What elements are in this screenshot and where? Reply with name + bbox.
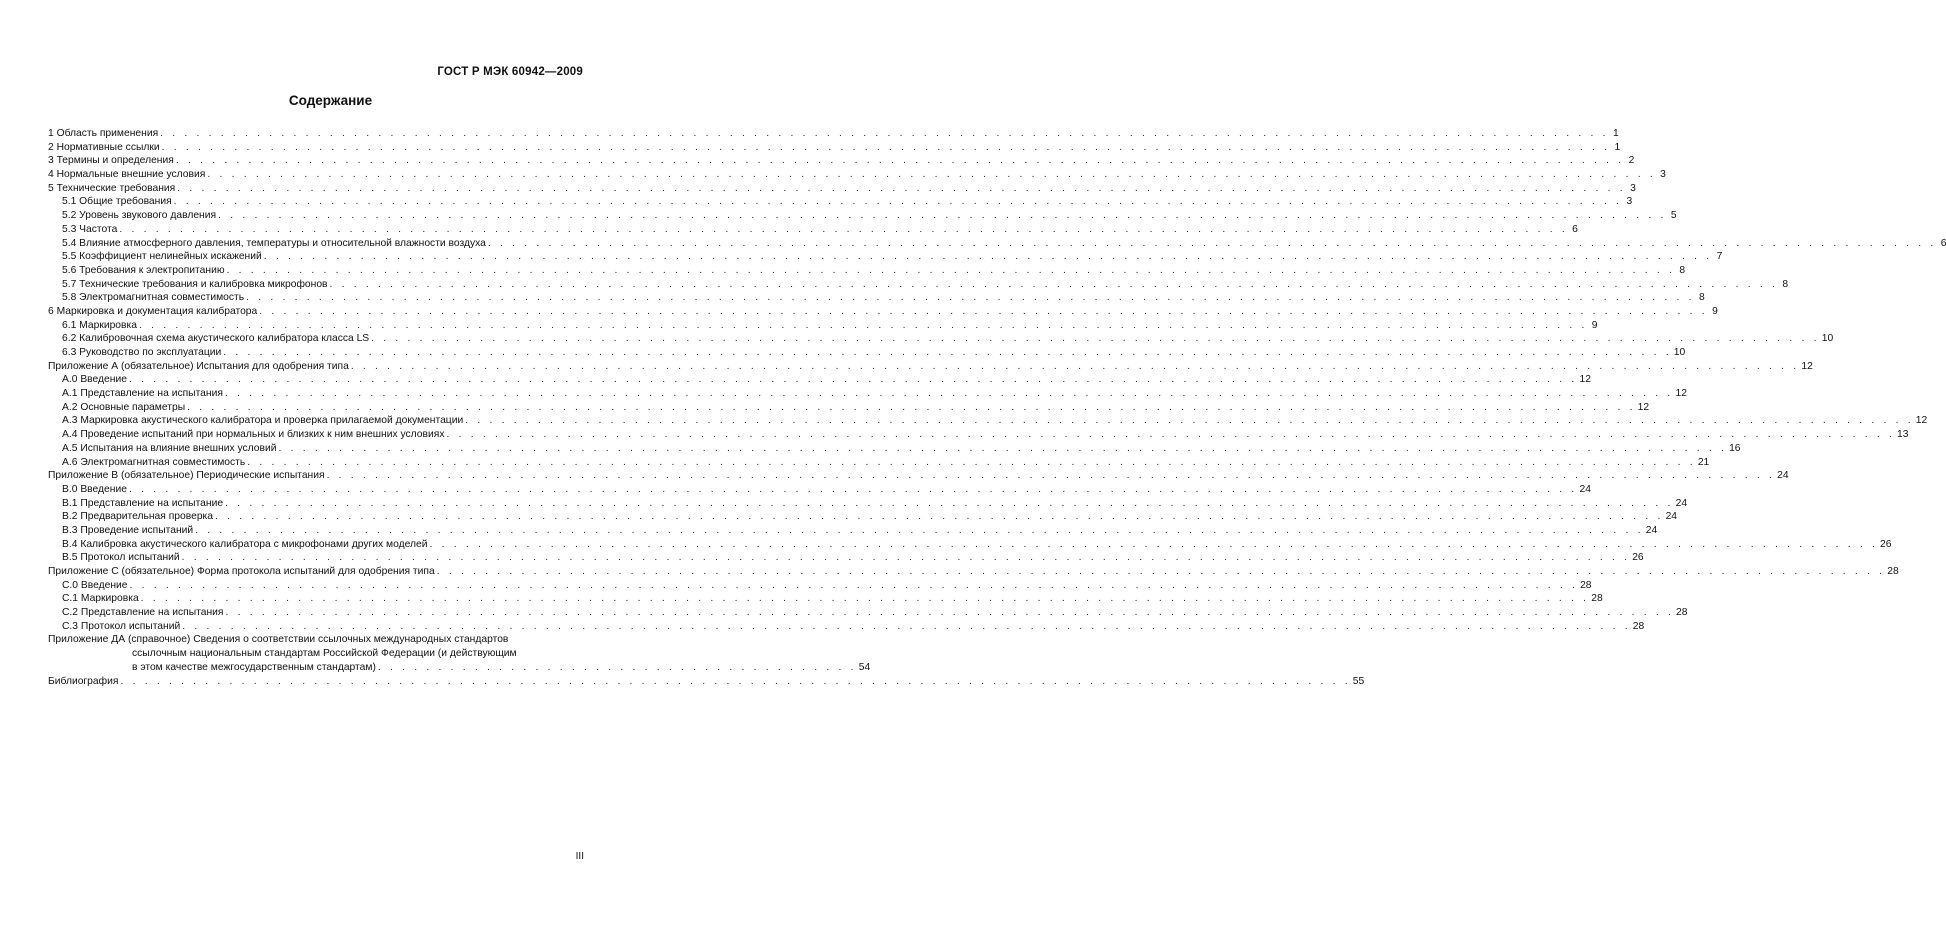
dot-leader: . . . . . . . . . . . . . . . . . . . . . . . . . . . . . . . . . . . . . . . . . . . . . . . . . . . . . . . . . . . . . . . . . . . . . . . . . . . . . . . . . . . . . . . . . . . . . . . . . . . . . . . . . . . . . . . . . . . . . . . . [350,360,1800,372]
toc-entry-text: Приложение А (обязательное) Испытания для одобрения типа [48,360,349,372]
toc-entry-text: С.0 Введение [62,579,128,591]
toc-entry[interactable] [48,620,1645,634]
toc-entry-appendix-da[interactable] [48,633,871,674]
dot-leader: . . . . . . . . . . . . . . . . . . . . . . . . . . . . . . . . . . . . . . . . . . . . . . . . . . . . . . . . . . . . . . . . . . . . . . . . . . . . . . . . . . . . . . . . . . . . . . . . . . . . . . . . . . . . . . . . . . . . . . . . [487,237,1937,249]
toc-entry[interactable] [48,305,1718,319]
toc-entry[interactable] [48,551,1644,565]
toc-entry-text: 6 Маркировка и документация калибратора [48,305,258,317]
toc-entry-page: 3 [1660,169,1666,181]
toc-entry-text: А.3 Маркировка акустического калибратора и проверка прилагаемой документации [62,415,464,427]
toc-entry-page: 7 [1716,251,1723,263]
toc-entry-page: 12 [1579,374,1591,386]
dot-leader: . . . . . . . . . . . . . . . . . . . . . . . . . . . . . . . . . . . . . . . . . . . . . . . . . . . . . . . . . . . . . . . . . . . . . . . . . . . . . . . . . . . . . . . . . . . . . . . . . . . . . . . . . . . . . . . . . . . . . . . . [436,566,1886,577]
dot-leader: . . . . . . . . . . . . . . . . . . . . . . . . . . . . . . . . . . . . . . . . . . . . . . . . . . . . . . . . . . . . . . . . . . . . . . . . . . . . . . . . . . . . . . . . . . . . . . . . . . . . . . . . . . . . . . . . . . . . . . . . [465,415,1914,427]
toc-entry-text: А.2 Основные параметры [62,401,186,413]
dot-leader: . . . . . . . . . . . . . . . . . . . . . . . . . . . . . . . . . . . . . . . . . . . . . . . . . . . . . . . . . . . . . . . . . . . . . . . . . . . . . . . . . . . . . . . . . . . . . . . . . . . . . . . . . . . . . . . . . . . . . . . . [161,141,1611,153]
toc-entry[interactable] [48,387,1687,401]
toc-entry-text: В.4 Калибровка акустического калибратора с микрофонами других моделей [62,538,428,550]
toc-entry[interactable] [48,497,1688,511]
dot-leader: . . . . . . . . . . . . . . . . . . . . . . . . . . . . . . . . . . . . . . . . . . . . . . . . . . . . . . . . . . . . . . . . . . . . . . . . . . . . . . . . . . . . . . . . . . . . . . . . . . . . . . . . . . . . . . . . . . . . . . . . [225,497,1674,509]
toc-entry-page: 26 [1880,538,1892,550]
toc-entry[interactable] [48,373,1591,387]
toc-entry-page: 6 [1572,223,1578,235]
toc-entry-page: 3 [1630,182,1636,194]
dot-leader: . . . . . . . . . . . . . . . . . . . . . . . . . . . . . . . . . . . . . . . . . . . . . . . . . . . . . . . . . . . . . . . . . . . . . . . . . . . . . . . . . . . . . . . . . . . . . . . . . . . . . . . . . . . . . . . . . . . . . . . . [173,196,1623,208]
toc-entry[interactable] [48,524,1658,538]
toc-entry-text: А.1 Представление на испытания [62,388,223,400]
dot-leader: . . . . . . . . . . . . . . . . . . . . . . . . . . . . . . . . . . . . . . . . . . . . . . . . . . . . . . . . . . . . . . . . . . . . . . . . . . . . . . . . . . . . . . . . . . . . . . . . . . . . . . . . . . . . . . . . . . . . . . . . [195,524,1644,536]
toc-entry-page: 16 [1729,442,1741,454]
dot-leader: . . . . . . . . . . . . . . . . . . . . . . . . . . . . . . . . . . . . . . . . . . . . . . . . . . . . . . . . . . . . . . . . . . . . . . . . . . . . . . . . . . . . . . . . . . . . . . . . . . . . . . . . . . . . . . . . . . . . . . . . [247,456,1696,468]
toc-entry-text: В.1 Представление на испытание [62,497,224,509]
toc-entry-text: 3 Термины и определения [48,155,174,167]
toc-entry-page: 9 [1712,305,1718,317]
toc-entry-text: Приложение ДА (справочное) Сведения о соответствии ссылочных международных стандартов [48,634,509,646]
toc-entry[interactable] [48,168,1666,182]
toc-entry-page: 1 [1614,141,1621,153]
toc-entry[interactable] [48,510,1678,524]
toc-entry-text: Приложение В (обязательное) Периодические испытания [48,470,325,482]
toc-entry-page: 6 [1940,237,1946,249]
toc-entry-page: 28 [1580,579,1592,591]
toc-entry[interactable] [48,565,1899,579]
toc-entry-page: 24 [1665,511,1678,523]
toc-entry-page: 8 [1679,264,1686,276]
toc-entry-page: 28 [1887,566,1899,577]
toc-entry-text: С.1 Маркировка [62,593,139,605]
toc-entry-text: Библиография [48,675,119,687]
toc-entry-text: А.6 Электромагнитная совместимость [62,456,246,468]
dot-leader: . . . . . . . . . . . . . . . . . . . . . . . . . . . . . . . . . . . . . . . . . . . . . . . . . . . . . . . . . . . . . . . . . . . . . . . . . . . . . . . . . . . . . . . . . . . . . . . . . . . . . . . . . . . . . . . . . . . . . . . . [128,374,1578,386]
toc-entry-text: В.0 Введение [62,483,127,495]
toc-entry-text: 2 Нормативные ссылки [48,141,160,153]
toc-entry-text: 5.8 Электромагнитная совместимость [62,292,245,304]
dot-leader: . . . . . . . . . . . . . . . . . . . . . . . . . . . . . . . . . . . . . . . . . . . . . . . . . . . . . . . . . . . . . . . . . . . . . . . . . . . . . . . . . . . . . . . . . . . . . . . . . . . . . . [120,675,1351,687]
toc-entry[interactable] [48,209,1677,223]
toc-entry-page: 10 [1673,347,1686,358]
toc-entry-text: в этом качестве межгосударственным стандартам) [132,661,376,673]
document-standard-header: ГОСТ Р МЭК 60942—2009 [437,66,583,78]
toc-entry[interactable] [48,319,1598,333]
toc-entry[interactable] [48,278,1789,292]
toc-entry-page: 24 [1675,497,1688,509]
toc-entry-page: 8 [1782,278,1789,290]
dot-leader: . . . . . . . . . . . . . . . . . . . . . . . . . . . . . . . . . . . . . . . . . . . . . . . . . . . . . . . . . . . . . . . . . . . . . . . . . . . . . . . . . . . . . . . . . . . . . . . . . . . . . . . . . . . . . . . . . . . . . . . . [160,128,1609,139]
toc-entry[interactable] [48,291,1705,305]
toc-entry-text: 6.3 Руководство по эксплуатации [62,347,222,358]
toc-entries [48,127,1946,633]
dot-leader: . . . . . . . . . . . . . . . . . . . . . . . . . . . . . . . . . . . . . . . . . . . . . . . . . . . . . . . . . . . . . . . . . . . . . . . . . . . . . . . . . . . . . . . . . . . . . . . . . . . . . . . . . . . . . . . . . . . . . . . . [218,210,1667,222]
toc-entry-page: 12 [1915,415,1928,427]
toc-entry[interactable] [48,606,1688,620]
toc-entry[interactable] [48,141,1621,155]
toc-entry-text: А.4 Проведение испытаний при нормальных и близких к ним внешних условиях [62,429,445,441]
toc-entry-page: 24 [1645,524,1658,536]
toc-entry-page: 55 [1352,675,1365,687]
toc-entry-text: 1 Область применения [48,128,159,139]
toc-entry[interactable] [48,483,1591,497]
toc-entry[interactable] [48,154,1635,168]
toc-entry[interactable] [48,592,1603,606]
toc-entry[interactable] [48,223,1578,237]
toc-entry-text: 5.2 Уровень звукового давления [62,210,217,222]
toc-entry-page: 28 [1676,607,1688,619]
toc-entry-page: 1 [1612,128,1619,139]
toc-entry[interactable] [48,250,1723,264]
toc-entry[interactable] [48,401,1650,415]
dot-leader: . . . . . . . . . . . . . . . . . . . . . . . . . . . . . . . . . . . . . . . . . . . . . . . . . . . . . . . . . . . . . . . . . . . . . . . . . . . . . . . . . . . . . . . . . . . . . . . . . . . . . . . . . . . . . . . . . . . . . . . . [177,182,1626,194]
toc-entry[interactable] [48,237,1946,251]
dot-leader: . . . . . . . . . . . . . . . . . . . . . . . . . . . . . . . . . . . . . . . . . . . . . . . . . . . . . . . . . . . . . . . . . . . . . . . . . . . . . . . . . . . . . . . . . . . . . . . . . . . . . . . . . . . . . . . . . . . . . . . . [329,278,1779,290]
toc-entry[interactable] [48,127,1619,141]
dot-leader: . . . . . . . . . . . . . . . . . . . . . . . . . . . . . . . . . . . . . . . . . . . . . . . . . . . . . . . . . . . . . . . . . . . . . . . . . . . . . . . . . . . . . . . . . . . . . . . . . . . . . . . . . . . . . . . . . . . . . . . . [263,251,1713,263]
dot-leader: . . . . . . . . . . . . . . . . . . . . . . . . . . . . . . . . . . . . . . . . . . . . . . . . . . . . . . . . . . . . . . . . . . . . . . . . . . . . . . . . . . . . . . . . . . . . . . . . . . . . . . . . . . . . . . . . . . . . . . . . [128,483,1578,495]
toc-entry-text: А.5 Испытания на влияние внешних условий [62,442,277,454]
toc-entry-text: В.3 Проведение испытаний [62,524,194,536]
toc-entry[interactable] [48,414,1928,428]
dot-leader: . . . . . . . . . . . . . . . . . . . . . . . . . . . . . . . . . . . . . . . . . . . . . . . . . . . . . . . . . . . . . . . . . . . . . . . . . . . . . . . . . . . . . . . . . . . . . . . . . . . . . . . . . . . . . . . . . . . . . . . . [429,538,1879,550]
dot-leader: . . . . . . . . . . . . . . . . . . . . . . . . . . . . . . . . . . . . . . . . . . . . . . . . . . . . . . . . . . . . . . . . . . . . . . . . . . . . . . . . . . . . . . . . . . . . . . . . . . . . . . . . . . . . . . . . . . . . . . . . [259,305,1708,317]
toc-entry-page: 21 [1697,456,1710,468]
toc-entry-page: 8 [1698,292,1705,304]
toc-entry-text: В.2 Предварительная проверка [62,511,214,523]
dot-leader: . . . . . . . . . . . . . . . . . . . . . . . . . . . . . . . . . . . . . . . . . . . . . . . . . . . . . . . . . . . . . . . . . . . . . . . . . . . . . . . . . . . . . . . . . . . . . . . . . . . . . . . . . . . . . . . . . . . . . . . . [207,169,1656,181]
dot-leader: . . . . . . . . . . . . . . . . . . . . . . . . . . . . . . . . . . . . . . . . . . . . . . . . . . . . . . . . . . . . . . . . . . . . . . . . . . . . . . . . . . . . . . . . . . . . . . . . . . . . . . . . . . . . . . . . . . . . . . . . [182,620,1631,632]
dot-leader: . . . . . . . . . . . . . . . . . . . . . . . . . . . . . . . . . . . . . . . . . . . . . . . . . . . . . . . . . . . . . . . . . . . . . . . . . . . . . . . . . . . . . . . . . . . . . . . . . . . . . . . . . . . . . . . . . . . . . . . . [215,511,1664,523]
toc-entry-text: С.3 Протокол испытаний [62,620,181,632]
toc-entry-page: 13 [1897,429,1909,441]
toc-entry-bibliography[interactable] [48,675,1365,689]
dot-leader: . . . . . . . . . . . . . . . . . . . . . . . . . . . . . . . . . . . . . . . . . . . . . . . . . . . . . . . . . . . . . . . . . . . . . . . . . . . . . . . . . . . . . . . . . . . . . . . . . . . . . . . . . . . . . . . . . . . . . . . . [278,442,1728,454]
toc-entry-page: 2 [1628,155,1635,167]
dot-leader: . . . . . . . . . . . . . . . . . . . . . . . . . . . . . . . . . . . . . . . . . . . . . . . . . . . . . . . . . . . . . . . . . . . . . . . . . . . . . . . . . . . . . . . . . . . . . . . . . . . . . . . . . . . . . . . . . . . . . . . . [187,401,1636,413]
toc-entry[interactable] [48,264,1686,278]
dot-leader: . . . . . . . . . . . . . . . . . . . . . . . . . . . . . . . . . . . . . . . . . . . . . . . . . . . . . . . . . . . . . . . . . . . . . . . . . . . . . . . . . . . . . . . . . . . . . . . . . . . . . . . . . . . . . . . . . . . . . . . . [138,319,1588,331]
toc-entry-page: 28 [1632,620,1645,632]
toc-entry-text: 5.7 Технические требования и калибровка микрофонов [62,278,328,290]
toc-entry[interactable] [48,469,1789,483]
toc-entry-page: 28 [1591,593,1603,605]
toc-entry[interactable] [48,428,1909,442]
dot-leader: . . . . . . . . . . . . . . . . . . . . . . . . . . . . . . . . . . . . . . . . . . . . . . . . . . . . . . . . . . . . . . . . . . . . . . . . . . . . . . . . . . . . . . . . . . . . . . . . . . . . . . . . . . . . . . . . . . . . . . . . [246,292,1695,304]
page-number: III [575,851,584,862]
dot-leader: . . . . . . . . . . . . . . . . . . . . . . . . . . . . . . . . . . . . . . . . . . . . . . . . . . . . . . . . . . . . . . . . . . . . . . . . . . . . . . . . . . . . . . . . . . . . . . . . . . . . . . . . . . . . . . . . . . . . . . . . [140,593,1590,605]
toc-entry-text: 5 Технические требования [48,182,176,194]
toc-entry[interactable] [48,456,1710,470]
dot-leader: . . . . . . . . . . . . . . . . . . . . . . . . . . . . . . . . . . . . . . . . . . . . . . . . . . . . . . . . . . . . . . . . . . . . . . . . . . . . . . . . . . . . . . . . . . . . . . . . . . . . . . . . . . . . . . . . . . . . . . . . [326,470,1776,482]
toc-entry-page: 10 [1821,333,1834,345]
toc-entry-text: 6.1 Маркировка [62,319,137,331]
toc-entry-text: 5.5 Коэффициент нелинейных искажений [62,251,262,263]
toc-entry-page: 3 [1626,196,1633,208]
toc-entry-text: 4 Нормальные внешние условия [48,169,206,181]
toc-entry-page: 26 [1632,552,1644,564]
toc-entry-text: 5.3 Частота [62,223,118,235]
dot-leader: . . . . . . . . . . . . . . . . . . . . . . . . . . . . . . . . . . . . . . . . . . . . . . . . . . . . . . . . . . . . . . . . . . . . . . . . . . . . . . . . . . . . . . . . . . . . . . . . . . . . . . . . . . . . . . . . . . . . . . . . [181,552,1631,564]
dot-leader: . . . . . . . . . . . . . . . . . . . . . . . . . . . . . . . . . . . . . . . . . . . . . . . . . . . . . . . . . . . . . . . . . . . . . . . . . . . . . . . . . . . . . . . . . . . . . . . . . . . . . . . . . . . . . . . . . . . . . . . . [119,223,1568,235]
dot-leader: . . . . . . . . . . . . . . . . . . . . . . . . . . . . . . . . . . . . . . . . . . . . . . . . . . . . . . . . . . . . . . . . . . . . . . . . . . . . . . . . . . . . . . . . . . . . . . . . . . . . . . . . . . . . . . . . . . . . . . . . [225,607,1675,619]
toc-entry-page: 9 [1591,319,1598,331]
toc-entry-page: 24 [1579,483,1591,495]
toc-entry-text: 5.6 Требования к электропитанию [62,264,225,276]
toc-entry-text: 5.4 Влияние атмосферного давления, температуры и относительной влажности воздуха [62,237,486,249]
toc-entry-page: 12 [1637,401,1650,413]
toc-entry[interactable] [48,332,1834,346]
dot-leader: . . . . . . . . . . . . . . . . . . . . . . . . . . . . . . . . . . . . . . . . . . . . . . . . . . . . . . . . . . . . . . . . . . . . . . . . . . . . . . . . . . . . . . . . . . . . . . . . . . . . . . . . . . . . . . . . . . . . . . . . [175,155,1625,167]
toc-entry[interactable] [48,442,1741,456]
dot-leader: . . . . . . . . . . . . . . . . . . . . . . . . . . . . . . . . . . . . . . . . . . . . . . . . . . . . . . . . . . . . . . . . . . . . . . . . . . . . . . . . . . . . . . . . . . . . . . . . . . . . . . . . . . . . . . . . . . . . . . . . [224,388,1674,400]
toc-entry[interactable] [48,538,1892,552]
toc-entry[interactable] [48,579,1592,593]
dot-leader: . . . . . . . . . . . . . . . . . . . . . . . . . . . . . . . . . . . . . . . . [377,661,857,673]
toc-entry-text: С.2 Представление на испытания [62,607,224,619]
page-title: Содержание [288,93,373,108]
toc-entry-text: Приложение С (обязательное) Форма протокола испытаний для одобрения типа [48,566,435,577]
toc-entry-page: 5 [1670,210,1677,222]
dot-leader: . . . . . . . . . . . . . . . . . . . . . . . . . . . . . . . . . . . . . . . . . . . . . . . . . . . . . . . . . . . . . . . . . . . . . . . . . . . . . . . . . . . . . . . . . . . . . . . . . . . . . . . . . . . . . . . . . . . . . . . . [226,264,1676,276]
toc-entry[interactable] [48,195,1633,209]
dot-leader: . . . . . . . . . . . . . . . . . . . . . . . . . . . . . . . . . . . . . . . . . . . . . . . . . . . . . . . . . . . . . . . . . . . . . . . . . . . . . . . . . . . . . . . . . . . . . . . . . . . . . . . . . . . . . . . . . . . . . . . . [446,429,1896,441]
dot-leader: . . . . . . . . . . . . . . . . . . . . . . . . . . . . . . . . . . . . . . . . . . . . . . . . . . . . . . . . . . . . . . . . . . . . . . . . . . . . . . . . . . . . . . . . . . . . . . . . . . . . . . . . . . . . . . . . . . . . . . . . [371,333,1820,345]
toc-entry-text: В.5 Протокол испытаний [62,552,180,564]
toc-entry-page: 12 [1675,388,1687,400]
toc-entry-text: А.0 Введение [62,374,127,386]
toc-entry-text: 6.2 Калибровочная схема акустического калибратора класса LS [62,333,370,345]
toc-entry-text: 5.1 Общие требования [62,196,172,208]
toc-entry[interactable] [48,360,1813,374]
dot-leader: . . . . . . . . . . . . . . . . . . . . . . . . . . . . . . . . . . . . . . . . . . . . . . . . . . . . . . . . . . . . . . . . . . . . . . . . . . . . . . . . . . . . . . . . . . . . . . . . . . . . . . . . . . . . . . . . . . . . . . . . [129,579,1579,591]
dot-leader: . . . . . . . . . . . . . . . . . . . . . . . . . . . . . . . . . . . . . . . . . . . . . . . . . . . . . . . . . . . . . . . . . . . . . . . . . . . . . . . . . . . . . . . . . . . . . . . . . . . . . . . . . . . . . . . . . . . . . . . . [223,347,1672,358]
toc-entry-text: ссылочным национальным стандартам Российской Федерации (и действующим [132,648,517,660]
table-of-contents [48,127,1946,688]
toc-entry-page: 12 [1801,360,1813,372]
toc-entry-page: 24 [1777,470,1789,482]
toc-entry[interactable] [48,182,1636,196]
toc-entry-page: 54 [858,661,871,673]
toc-entry[interactable] [48,346,1686,360]
